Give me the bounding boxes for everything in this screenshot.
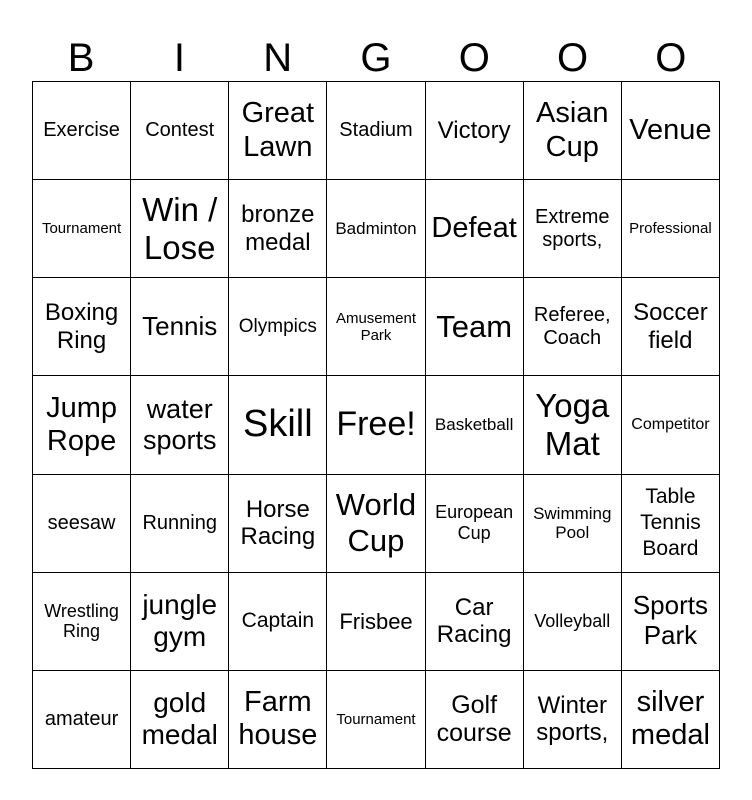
cell-text: Referee, Coach [533, 303, 611, 349]
cell-text: Golf course [436, 690, 512, 748]
bingo-cell[interactable] [622, 475, 720, 573]
cell-text: Frisbee [339, 608, 413, 634]
header-letter: N [263, 36, 293, 80]
cell-text: World Cup [335, 487, 417, 559]
bingo-cell[interactable] [327, 671, 425, 769]
cell-text: Running [142, 511, 217, 534]
header-letter: I [173, 36, 185, 80]
bingo-cell[interactable] [229, 376, 327, 474]
bingo-cell[interactable] [33, 278, 131, 376]
bingo-cell[interactable] [33, 376, 131, 474]
cell-text: Professional [629, 220, 712, 238]
cell-text: Tennis [142, 310, 218, 341]
bingo-cell[interactable] [327, 180, 425, 278]
bingo-cell[interactable] [524, 82, 622, 180]
cell-text: Great Lawn [241, 97, 315, 163]
bingo-cell[interactable] [131, 671, 229, 769]
cell-text: Asian Cup [535, 97, 609, 163]
cell-text: Table Tennis Board [640, 484, 701, 561]
cell-text: Defeat [431, 212, 517, 245]
bingo-cell[interactable] [327, 376, 425, 474]
bingo-cell[interactable] [426, 671, 524, 769]
bingo-cell[interactable] [622, 278, 720, 376]
bingo-cell[interactable] [131, 278, 229, 376]
bingo-cell[interactable] [426, 475, 524, 573]
bingo-cell[interactable] [131, 180, 229, 278]
cell-text: Skill [243, 403, 313, 446]
cell-text: Amusement Park [335, 309, 416, 344]
bingo-cell[interactable] [524, 376, 622, 474]
bingo-cell[interactable] [229, 278, 327, 376]
header-letter: G [360, 36, 392, 80]
cell-text: Stadium [339, 119, 413, 142]
bingo-cell[interactable] [229, 82, 327, 180]
bingo-cell[interactable] [622, 82, 720, 180]
cell-text: Farm house [238, 686, 318, 752]
bingo-cell[interactable] [33, 180, 131, 278]
bingo-cell[interactable] [33, 82, 131, 180]
cell-text: Free! [336, 405, 416, 444]
cell-text: Tournament [41, 220, 122, 238]
bingo-cell[interactable] [327, 475, 425, 573]
bingo-cell[interactable] [426, 573, 524, 671]
cell-text: amateur [44, 707, 119, 730]
cell-text: Jump Rope [46, 391, 118, 457]
bingo-cell[interactable] [131, 475, 229, 573]
cell-text: Car Racing [436, 593, 512, 649]
bingo-cell[interactable] [33, 573, 131, 671]
cell-text: Horse Racing [240, 495, 316, 551]
cell-text: Victory [437, 116, 511, 144]
bingo-cell[interactable] [229, 671, 327, 769]
cell-text: Extreme sports, [535, 205, 610, 251]
cell-text: Team [436, 309, 513, 345]
bingo-cell[interactable] [524, 671, 622, 769]
cell-text: Venue [629, 113, 712, 146]
bingo-cell[interactable] [229, 573, 327, 671]
cell-text: Captain [241, 609, 315, 633]
bingo-cell[interactable] [524, 475, 622, 573]
cell-text: Wrestling Ring [44, 600, 119, 642]
bingo-cell[interactable] [327, 278, 425, 376]
cell-text: silver medal [630, 686, 710, 752]
cell-text: European Cup [435, 502, 514, 544]
cell-text: Win / Lose [142, 190, 218, 266]
bingo-header [32, 34, 720, 82]
cell-text: Contest [145, 119, 215, 142]
cell-text: gold medal [141, 687, 218, 751]
cell-text: jungle gym [142, 589, 218, 653]
bingo-card-grid [32, 81, 720, 769]
bingo-cell[interactable] [131, 573, 229, 671]
bingo-cell[interactable] [229, 475, 327, 573]
bingo-cell[interactable] [33, 671, 131, 769]
bingo-cell[interactable] [622, 180, 720, 278]
bingo-cell[interactable] [327, 573, 425, 671]
cell-text: Tournament [336, 710, 416, 728]
cell-text: Competitor [631, 415, 710, 433]
bingo-cell[interactable] [524, 573, 622, 671]
header-letter: O [556, 36, 589, 80]
cell-text: Olympics [238, 315, 317, 337]
bingo-cell[interactable] [622, 671, 720, 769]
cell-text: Yoga Mat [535, 387, 610, 462]
cell-text: Exercise [43, 119, 120, 142]
bingo-cell[interactable] [524, 180, 622, 278]
bingo-cell[interactable] [524, 278, 622, 376]
bingo-cell[interactable] [229, 180, 327, 278]
cell-text: Boxing Ring [44, 299, 119, 354]
bingo-cell[interactable] [426, 278, 524, 376]
cell-text: Badminton [335, 218, 417, 238]
header-letter: O [458, 36, 490, 80]
bingo-cell[interactable] [426, 180, 524, 278]
bingo-cell[interactable] [33, 475, 131, 573]
cell-text: Basketball [434, 415, 514, 435]
cell-text: Volleyball [534, 610, 611, 631]
cell-text: bronze medal [241, 201, 315, 256]
cell-text: Sports Park [632, 590, 708, 651]
bingo-cell[interactable] [426, 82, 524, 180]
bingo-cell[interactable] [622, 376, 720, 474]
cell-text: Winter sports, [536, 691, 609, 747]
cell-text: Swimming Pool [533, 503, 612, 543]
cell-text: Soccer field [633, 299, 708, 354]
cell-text: seesaw [47, 511, 116, 534]
header-letter: O [655, 36, 687, 80]
bingo-cell[interactable] [131, 82, 229, 180]
bingo-cell[interactable] [426, 376, 524, 474]
bingo-cell[interactable] [622, 573, 720, 671]
header-letter: B [67, 36, 95, 80]
bingo-cell[interactable] [131, 376, 229, 474]
bingo-cell[interactable] [327, 82, 425, 180]
cell-text: water sports [142, 393, 217, 455]
